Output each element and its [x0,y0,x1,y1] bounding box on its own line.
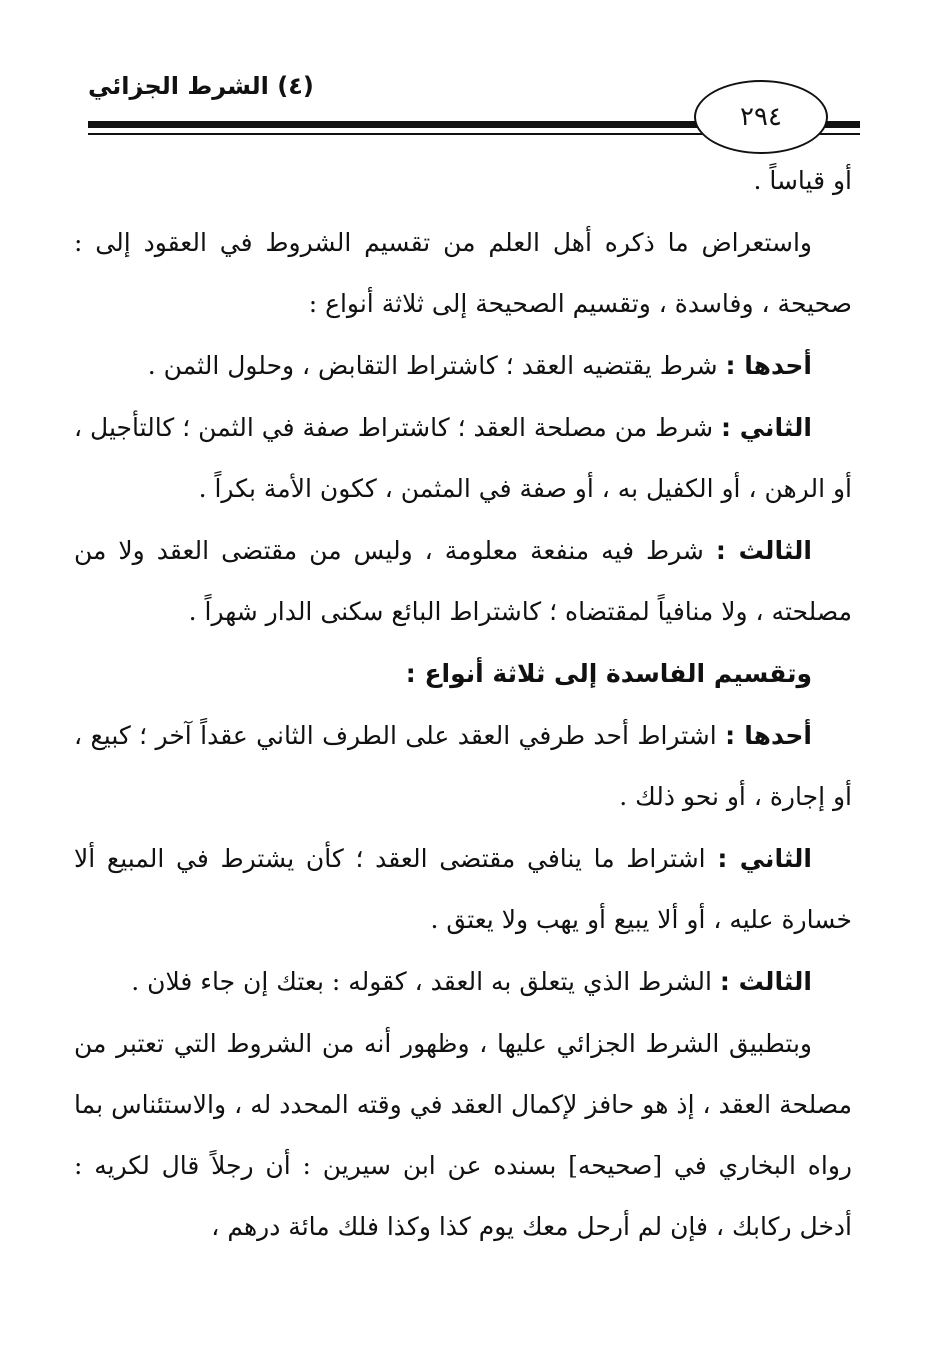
item-text: الشرط الذي يتعلق به العقد ، كقوله : بعتك إن جاء فلان . [131,967,720,996]
paragraph-intro: واستعراض ما ذكره أهل العلم من تقسيم الشروط في العقود إلى : صحيحة ، وفاسدة ، وتقسيم الصحيحة إلى ثلاثة أنواع : [74,228,852,318]
item-lead: الثالث : [715,536,812,565]
item-text: اشتراط ما ينافي مقتضى العقد ؛ كأن يشترط في المبيع ألا خسارة عليه ، أو ألا يبيع أو يهب ولا يعتق . [74,844,852,934]
page-header [0,0,948,145]
page-number-oval [694,80,828,154]
item-text: شرط فيه منفعة معلومة ، وليس من مقتضى العقد ولا من مصلحته ، ولا منافياً لمقتضاه ؛ كاشتراط البائع سكنى الدار شهراً . [74,536,852,626]
chapter-title: (٤) الشرط الجزائي [88,72,314,100]
item-lead: الثاني : [721,413,812,442]
item-lead: الثالث : [719,967,812,996]
item-text: اشتراط أحد طرفي العقد على الطرف الثاني عقداً آخر ؛ كبيع ، أو إجارة ، أو نحو ذلك . [74,721,852,811]
item-lead: أحدها : [725,721,812,750]
page-body [74,150,852,1258]
paragraph-invalid-third [74,951,852,1012]
paragraph-valid-first [74,335,852,396]
paragraph-application: وبتطبيق الشرط الجزائي عليها ، وظهور أنه من الشروط التي تعتبر من مصلحة العقد ، إذ هو حافز لإكمال العقد في وقته المحدد له ، والاستئناس بما رواه البخاري في [صحيحه] بسنده عن ابن سيرين : أن رجلاً قال لكريه : أدخل ركابك ، فإن لم أرحل معك يوم كذا وكذا فلك مائة درهم ، [74,1029,852,1241]
paragraph-valid-second [74,397,852,519]
item-lead: أحدها : [725,351,812,380]
paragraph-invalid-first [74,705,852,827]
page-number: ٢٩٤ [740,102,782,132]
paragraph-valid-third [74,520,852,642]
item-lead: الثاني : [717,844,812,873]
paragraph-invalid-second [74,828,852,950]
paragraph-continuation: أو قياساً . [753,166,852,195]
item-text: شرط من مصلحة العقد ؛ كاشتراط صفة في الثمن ؛ كالتأجيل ، أو الرهن ، أو الكفيل به ، أو صفة في المثمن ، ككون الأمة بكراً . [74,413,852,503]
subheading-invalid: وتقسيم الفاسدة إلى ثلاثة أنواع : [405,659,812,688]
item-text: شرط يقتضيه العقد ؛ كاشتراط التقابض ، وحلول الثمن . [147,351,726,380]
